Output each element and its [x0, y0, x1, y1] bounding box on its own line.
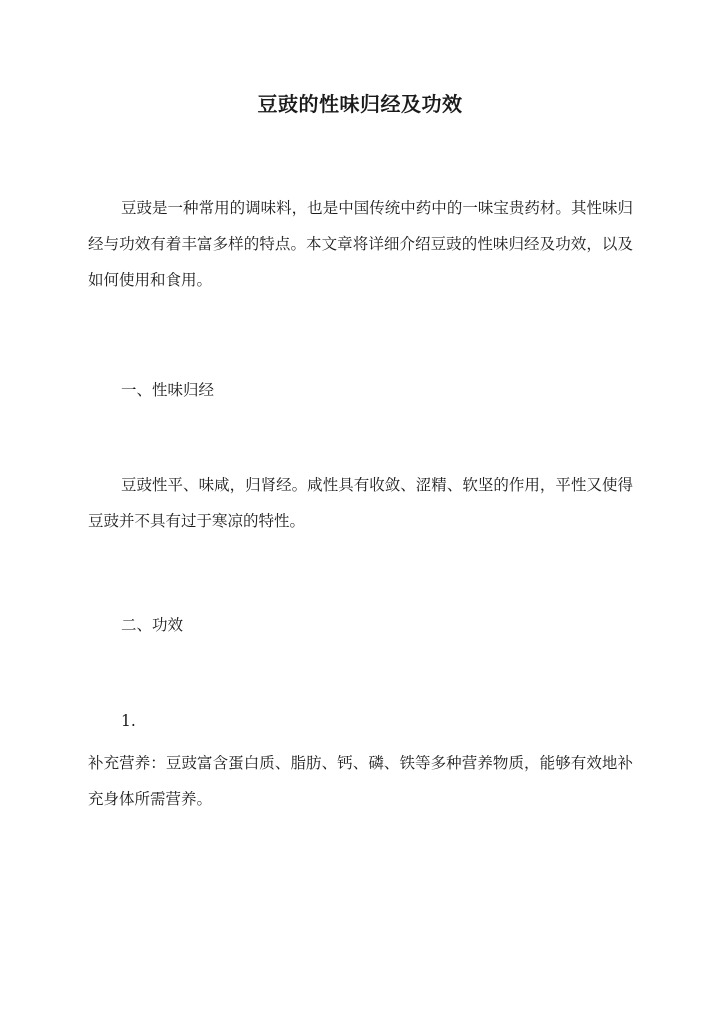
intro-paragraph: 豆豉是一种常用的调味料，也是中国传统中药中的一味宝贵药材。其性味归经与功效有着丰富多样的特点。本文章将详细介绍豆豉的性味归经及功效，以及如何使用和食用。 — [88, 199, 633, 289]
list-item-number: 1. — [121, 712, 136, 730]
document-title: 豆豉的性味归经及功效 — [257, 92, 463, 116]
section-heading-efficacy: 二、功效 — [121, 616, 184, 634]
properties-paragraph: 豆豉性平、味咸，归肾经。咸性具有收敛、涩精、软坚的作用，平性又使得豆豉并不具有过于寒凉的特性。 — [88, 476, 633, 530]
section-heading-properties: 一、性味归经 — [121, 381, 215, 399]
list-item-text: 补充营养：豆豉富含蛋白质、脂肪、钙、磷、铁等多种营养物质，能够有效地补充身体所需营养。 — [88, 754, 633, 808]
